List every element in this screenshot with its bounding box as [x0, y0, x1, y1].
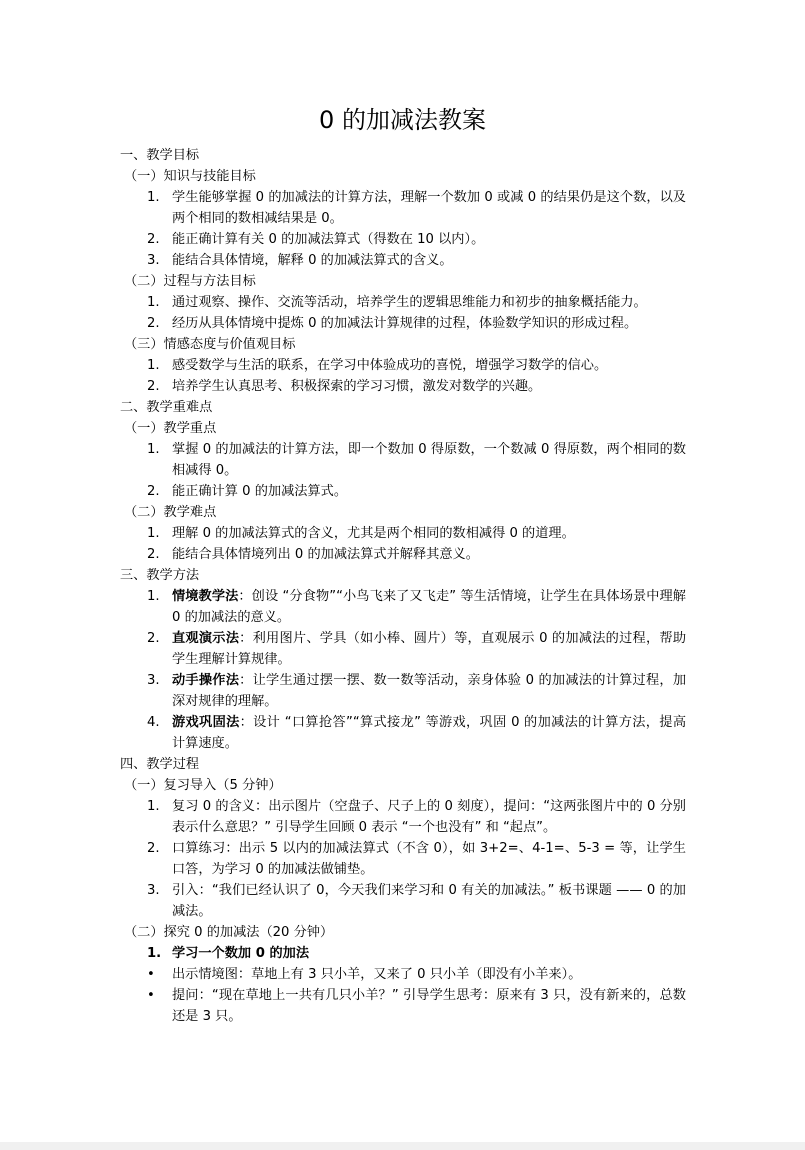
item-text: 复习 0 的含义：出示图片（空盘子、尺子上的 0 刻度），提问：“这两张图片中的 0 分别表示什么意思？” 引导学生回顾 0 表示 “一个也没有” 和 “起点”。	[172, 799, 686, 835]
subsection-heading: （三）情感态度与价值观目标	[124, 337, 296, 352]
item-text: 理解 0 的加减法算式的含义，尤其是两个相同的数相减得 0 的道理。	[172, 526, 575, 541]
item-number: 4.	[147, 715, 160, 730]
item-text: 能正确计算 0 的加减法算式。	[172, 484, 348, 499]
item-number: 1.	[147, 358, 160, 373]
list-item	[120, 229, 686, 250]
list-item	[120, 796, 686, 838]
item-number: 1.	[147, 190, 160, 205]
item-bold-label: 情境教学法	[172, 589, 239, 604]
item-number: 2.	[147, 316, 160, 331]
list-item	[120, 880, 686, 922]
list-item	[120, 628, 686, 670]
list-item	[120, 313, 686, 334]
item-number: 3.	[147, 673, 160, 688]
subsection-heading: （二）探究 0 的加减法（20 分钟）	[124, 925, 334, 940]
list-item	[120, 586, 686, 628]
subsection-heading: （二）过程与方法目标	[124, 274, 256, 289]
item-number: 2.	[147, 484, 160, 499]
item-text: 通过观察、操作、交流等活动，培养学生的逻辑思维能力和初步的抽象概括能力。	[172, 295, 647, 310]
item-text: 能结合具体情境，解释 0 的加减法算式的含义。	[172, 253, 453, 268]
list-item	[120, 670, 686, 712]
item-number: 2.	[147, 379, 160, 394]
list-item	[120, 439, 686, 481]
item-text: 出示情境图：草地上有 3 只小羊，又来了 0 只小羊（即没有小羊来）。	[172, 967, 582, 982]
item-text: ：让学生通过摆一摆、数一数等活动，亲身体验 0 的加减法的计算过程，加深对规律的理解。	[172, 673, 687, 709]
item-number: 3.	[147, 883, 160, 898]
item-text: 提问：“现在草地上一共有几只小羊？” 引导学生思考：原来有 3 只，没有新来的，总数还是 3 只。	[172, 988, 686, 1024]
item-text: 能正确计算有关 0 的加减法算式（得数在 10 以内）。	[172, 232, 485, 247]
item-text: 口算练习：出示 5 以内的加减法算式（不含 0），如 3+2=、4-1=、5-3 = 等，让学生口答，为学习 0 的加减法做铺垫。	[172, 841, 686, 877]
item-number: 3.	[147, 253, 160, 268]
page-title: 0 的加减法教案	[319, 106, 486, 134]
item-number: 1.	[147, 589, 160, 604]
section-heading: 四、教学过程	[120, 757, 200, 772]
item-number: 1.	[147, 946, 162, 961]
section-heading: 一、教学目标	[120, 148, 200, 163]
bullet-dot: •	[147, 988, 155, 1003]
list-item	[120, 481, 686, 502]
page-bottom-edge	[0, 1142, 805, 1150]
section-heading: 三、教学方法	[120, 568, 200, 583]
list-item	[120, 292, 686, 313]
bullet-item	[120, 964, 686, 985]
item-bold-label: 学习一个数加 0 的加法	[172, 946, 310, 961]
item-text: 掌握 0 的加减法的计算方法，即一个数加 0 得原数，一个数减 0 得原数，两个相同的数相减得 0。	[172, 442, 686, 478]
item-number: 1.	[147, 799, 160, 814]
subsection-heading: （一）复习导入（5 分钟）	[124, 778, 282, 793]
list-item	[120, 376, 686, 397]
item-number: 2.	[147, 631, 160, 646]
list-item	[120, 523, 686, 544]
item-text: 学生能够掌握 0 的加减法的计算方法，理解一个数加 0 或减 0 的结果仍是这个数，以及两个相同的数相减结果是 0。	[172, 190, 686, 226]
item-number: 1.	[147, 526, 160, 541]
subsection-heading: （一）教学重点	[124, 421, 217, 436]
item-text: ：设计 “口算抢答”“算式接龙” 等游戏，巩固 0 的加减法的计算方法，提高计算速度。	[172, 715, 687, 751]
item-text: 感受数学与生活的联系，在学习中体验成功的喜悦，增强学习数学的信心。	[172, 358, 608, 373]
item-bold-label: 直观演示法	[172, 631, 240, 646]
list-item	[120, 250, 686, 271]
list-item	[120, 187, 686, 229]
document-body	[120, 145, 686, 1027]
section-heading: 二、教学重难点	[120, 400, 213, 415]
item-bold-label: 动手操作法	[172, 673, 240, 688]
item-number: 1.	[147, 442, 160, 457]
item-text: ：创设 “分食物”“小鸟飞来了又飞走” 等生活情境，让学生在具体场景中理解 0 的加减法的意义。	[172, 589, 686, 625]
item-text: ：利用图片、学具（如小棒、圆片）等，直观展示 0 的加减法的过程，帮助学生理解计算规律。	[172, 631, 687, 667]
subsection-heading: （一）知识与技能目标	[124, 169, 256, 184]
list-item	[120, 838, 686, 880]
item-bold-label: 游戏巩固法	[172, 715, 240, 730]
list-item	[120, 355, 686, 376]
item-text: 培养学生认真思考、积极探索的学习习惯，激发对数学的兴趣。	[172, 379, 542, 394]
item-number: 2.	[147, 232, 160, 247]
item-text: 经历从具体情境中提炼 0 的加减法计算规律的过程，体验数学知识的形成过程。	[172, 316, 638, 331]
item-text: 引入：“我们已经认识了 0，今天我们来学习和 0 有关的加减法。” 板书课题 —— 0 的加减法。	[172, 883, 686, 919]
item-number: 2.	[147, 841, 160, 856]
list-item	[120, 943, 686, 964]
item-text: 能结合具体情境列出 0 的加减法算式并解释其意义。	[172, 547, 479, 562]
item-number: 1.	[147, 295, 160, 310]
item-number: 2.	[147, 547, 160, 562]
bullet-item	[120, 985, 686, 1027]
list-item	[120, 712, 686, 754]
subsection-heading: （二）教学难点	[124, 505, 217, 520]
list-item	[120, 544, 686, 565]
bullet-dot: •	[147, 967, 155, 982]
